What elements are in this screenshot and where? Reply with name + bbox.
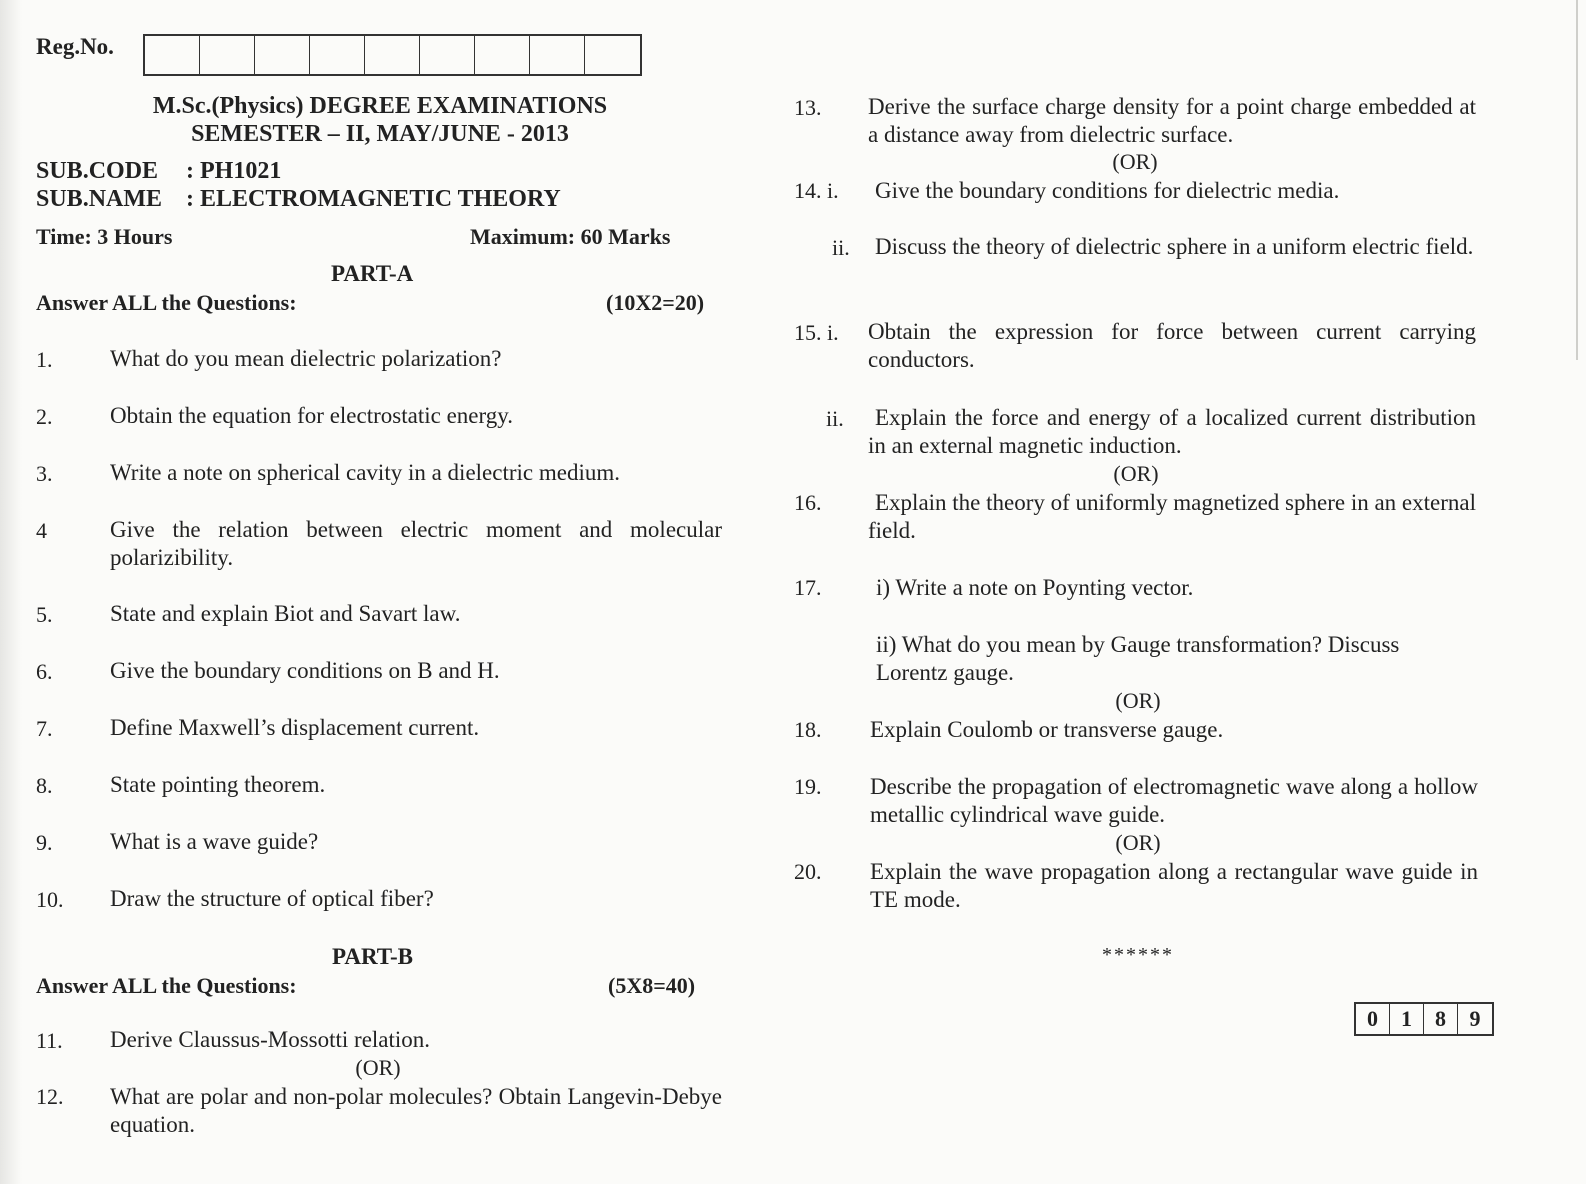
question-text: Derive the surface charge density for a point charge embedded at a distance away from dielectric surface. bbox=[868, 94, 1476, 147]
question-text: State pointing theorem. bbox=[110, 772, 326, 797]
question-number: 1. bbox=[36, 347, 53, 372]
or-separator: (OR) bbox=[1115, 688, 1161, 713]
question-number: 9. bbox=[36, 830, 53, 855]
question-text: Explain the theory of uniformly magnetized sphere in an external field. bbox=[868, 490, 1476, 543]
paper-code-digit: 8 bbox=[1424, 1004, 1458, 1034]
reg-no-cell bbox=[475, 36, 530, 74]
question-text: Explain the wave propagation along a rectangular wave guide in TE mode. bbox=[870, 859, 1478, 912]
sub-name-label: SUB.NAME bbox=[36, 186, 163, 212]
question-text: What do you mean dielectric polarization? bbox=[110, 346, 502, 371]
question-text: i) Write a note on Poynting vector. bbox=[876, 575, 1194, 600]
end-stars: ****** bbox=[1102, 944, 1174, 966]
question-subnumber: ii. bbox=[832, 235, 850, 260]
question-number: 18. bbox=[794, 717, 822, 742]
question-text: Discuss the theory of dielectric sphere in a uniform electric field. bbox=[875, 234, 1474, 259]
exam-title: M.Sc.(Physics) DEGREE EXAMINATIONS bbox=[152, 93, 608, 119]
exam-semester: SEMESTER – II, MAY/JUNE - 2013 bbox=[191, 121, 569, 147]
question-number: 7. bbox=[36, 716, 53, 741]
reg-no-label: Reg.No. bbox=[36, 34, 114, 59]
question-text: What is a wave guide? bbox=[110, 829, 319, 854]
question-number: 10. bbox=[36, 887, 64, 912]
reg-no-cell bbox=[255, 36, 310, 74]
reg-no-boxes bbox=[143, 34, 642, 76]
question-number: 13. bbox=[794, 95, 822, 120]
or-separator: (OR) bbox=[1112, 149, 1158, 174]
question-text: Derive Claussus-Mossotti relation. bbox=[110, 1027, 431, 1052]
part-b-marks: (5X8=40) bbox=[608, 973, 696, 998]
question-text: ii) What do you mean by Gauge transformation? Discuss Lorentz gauge. bbox=[876, 632, 1400, 685]
paper-code-digit: 9 bbox=[1469, 1006, 1481, 1031]
question-text: Explain Coulomb or transverse gauge. bbox=[870, 717, 1224, 742]
max-marks-label: Maximum: 60 Marks bbox=[470, 224, 671, 249]
question-text: Explain the force and energy of a localized current distribution in an external magnetic induction. bbox=[868, 405, 1476, 458]
question-number: 20. bbox=[794, 859, 822, 884]
question-text: State and explain Biot and Savart law. bbox=[110, 601, 461, 626]
reg-no-cell bbox=[365, 36, 420, 74]
question-number: 3. bbox=[36, 461, 53, 486]
question-number: 14. i. bbox=[794, 178, 839, 203]
question-number: 4 bbox=[36, 518, 47, 543]
question-text: Define Maxwell’s displacement current. bbox=[110, 715, 480, 740]
question-text: Obtain the expression for force between current carrying conductors. bbox=[868, 319, 1476, 372]
paper-code-digit: 1 bbox=[1390, 1004, 1424, 1034]
sub-name-value: : ELECTROMAGNETIC THEORY bbox=[186, 186, 561, 212]
paper-code-digit: 0 bbox=[1356, 1004, 1390, 1034]
question-subnumber: ii. bbox=[826, 406, 844, 431]
part-b-instruction: Answer ALL the Questions: bbox=[36, 973, 297, 998]
or-separator: (OR) bbox=[355, 1055, 401, 1080]
question-text: Give the boundary conditions for dielectric media. bbox=[875, 178, 1340, 203]
question-number: 5. bbox=[36, 602, 53, 627]
paper-code-box bbox=[1354, 1002, 1494, 1036]
question-text: Give the boundary conditions on B and H. bbox=[110, 658, 500, 683]
reg-no-cell bbox=[530, 36, 585, 74]
question-text: Write a note on spherical cavity in a dielectric medium. bbox=[110, 460, 620, 485]
question-number: 16. bbox=[794, 490, 822, 515]
question-number: 19. bbox=[794, 774, 822, 799]
or-separator: (OR) bbox=[1115, 830, 1161, 855]
question-text: What are polar and non-polar molecules? Obtain Langevin-Debye equation. bbox=[110, 1084, 722, 1137]
question-number: 15. i. bbox=[794, 320, 839, 345]
reg-no-cell bbox=[310, 36, 365, 74]
question-number: 6. bbox=[36, 659, 53, 684]
reg-no-cell bbox=[145, 36, 200, 74]
question-number: 2. bbox=[36, 404, 53, 429]
question-number: 11. bbox=[36, 1028, 63, 1053]
reg-no-cell bbox=[200, 36, 255, 74]
time-label: Time: 3 Hours bbox=[36, 224, 173, 249]
part-a-instruction: Answer ALL the Questions: bbox=[36, 290, 297, 315]
question-text: Describe the propagation of electromagnetic wave along a hollow metallic cylindrical wave guide. bbox=[870, 774, 1478, 827]
scan-edge bbox=[1576, 0, 1578, 360]
scan-shadow bbox=[0, 0, 22, 1184]
reg-no-cell bbox=[585, 36, 640, 74]
question-text: Obtain the equation for electrostatic energy. bbox=[110, 403, 513, 428]
sub-code-value: : PH1021 bbox=[186, 158, 282, 184]
question-number: 17. bbox=[794, 575, 822, 600]
question-number: 12. bbox=[36, 1084, 64, 1109]
reg-no-cell bbox=[420, 36, 475, 74]
sub-code-line bbox=[36, 158, 281, 185]
question-number: 8. bbox=[36, 773, 53, 798]
or-separator: (OR) bbox=[1113, 461, 1159, 486]
question-text: Give the relation between electric moment and molecular polarizibility. bbox=[110, 517, 722, 570]
part-b-title: PART-B bbox=[332, 944, 413, 969]
question-text: Draw the structure of optical fiber? bbox=[110, 886, 434, 911]
sub-code-label: SUB.CODE bbox=[36, 158, 159, 184]
part-a-title: PART-A bbox=[331, 261, 414, 286]
part-a-marks: (10X2=20) bbox=[606, 290, 705, 315]
sub-name-line bbox=[36, 186, 561, 213]
